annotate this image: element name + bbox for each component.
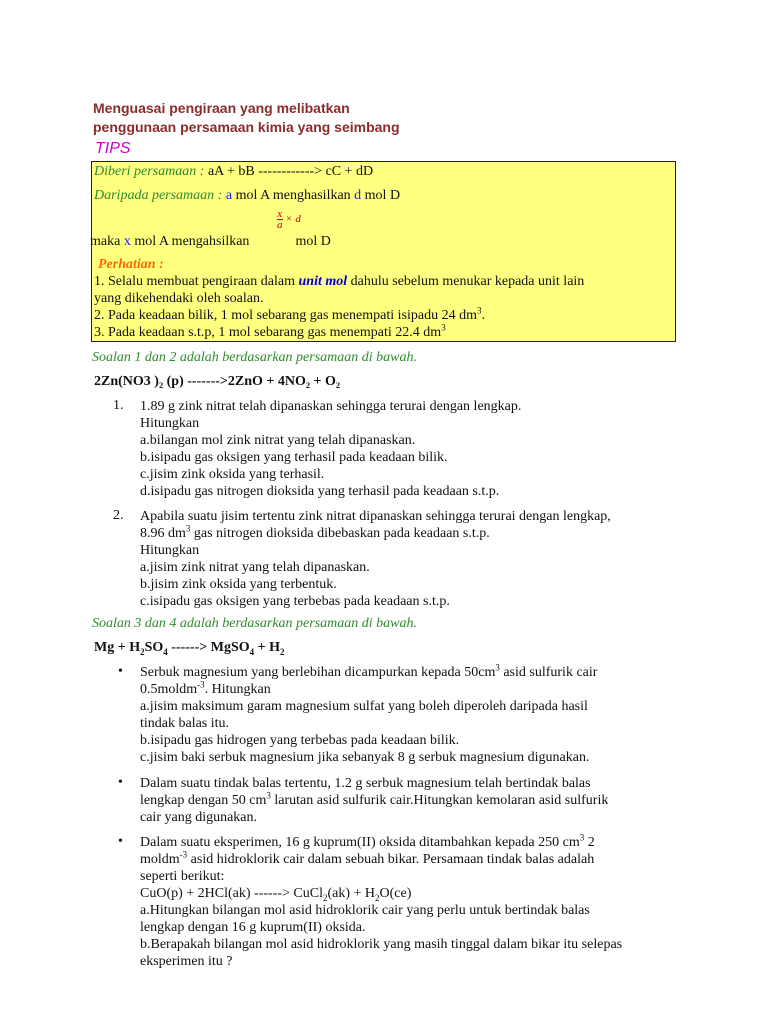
bullet-icon: • — [118, 664, 123, 679]
tips-row-ratio — [94, 188, 400, 204]
question-line: a.jisim maksimum garam magnesium sulfat yang boleh diperoleh daripada hasil — [140, 699, 588, 714]
note-2-sup: 3 — [476, 305, 482, 316]
coef-a: a — [225, 188, 233, 203]
ratio-mid: mol A menghasilkan — [232, 188, 355, 203]
b3-sup: 3 — [579, 832, 585, 843]
coef-d: d — [354, 188, 362, 203]
question-1-text — [140, 398, 685, 500]
b1-text: . Hitungkan — [204, 682, 271, 697]
diberi-label: Diberi persamaan : — [94, 164, 205, 179]
bullet-question-1-text — [140, 664, 685, 766]
question-line: seperti berikut: — [140, 869, 225, 884]
frac-denominator: a — [277, 219, 283, 231]
equation-2 — [94, 640, 285, 656]
b2-text: larutan asid sulfurik cair.Hitungkan kemolaran asid sulfurik — [270, 793, 609, 808]
note-1-end: dahulu sebelum menukar kepada unit lain — [347, 274, 585, 289]
heading-line-2: penggunaan persamaan kimia yang seimbang — [93, 119, 400, 135]
b3-text: asid hidroklorik cair dalam sebuah bikar. Persamaan tindak balas adalah — [187, 852, 595, 867]
question-line: c.isipadu gas oksigen yang terbebas pada keadaan s.t.p. — [140, 594, 450, 609]
question-2-number: 2. — [113, 508, 124, 523]
question-line — [140, 681, 685, 698]
question-line: tindak balas itu. — [140, 716, 230, 731]
bullet-question-3-text — [140, 834, 685, 970]
b3-sup: -3 — [179, 849, 188, 860]
b3-text: moldm — [140, 852, 180, 867]
daripada-label: Daripada persamaan : — [94, 188, 223, 203]
question-line: a.bilangan mol zink nitrat yang telah dipanaskan. — [140, 433, 416, 448]
bullet-icon: • — [118, 834, 123, 849]
question-line — [140, 851, 685, 868]
tips-row-equation — [94, 164, 373, 180]
question-line — [140, 834, 685, 851]
question-line — [140, 664, 685, 681]
tips-box — [91, 161, 676, 342]
question-line: a.Hitungkan bilangan mol asid hidroklorik cair yang perlu untuk bertindak balas — [140, 903, 590, 918]
section-2-note: Soalan 3 dan 4 adalah berdasarkan persamaan di bawah. — [92, 616, 417, 631]
question-line: lengkap dengan 16 g kuprum(II) oksida. — [140, 920, 366, 935]
eq2-sub: 2 — [280, 646, 285, 657]
note-1 — [94, 274, 584, 290]
note-1-start: 1. Selalu membuat pengiraan dalam — [94, 274, 299, 289]
eq2-part: ------> MgSO — [167, 640, 250, 655]
question-line: b.Berapakah bilangan mol asid hidroklorik yang masih tinggal dalam bikar itu selepas — [140, 937, 623, 952]
question-line: Hitungkan — [140, 416, 200, 431]
b2-text: lengkap dengan 50 cm — [140, 793, 267, 808]
question-line: c.jisim zink oksida yang terhasil. — [140, 467, 325, 482]
note-3 — [94, 322, 446, 341]
maka-end: mol D — [295, 234, 331, 249]
question-line: 1.89 g zink nitrat telah dipanaskan sehingga terurai dengan lengkap. — [140, 399, 522, 414]
b3-text: O(ce) — [379, 886, 412, 901]
b3-text: 2 — [584, 835, 595, 850]
question-1-number: 1. — [113, 398, 124, 413]
b1-sup: -3 — [197, 679, 205, 690]
b2-sup: 3 — [266, 790, 271, 801]
eq2-part: + H — [254, 640, 280, 655]
question-line: b.isipadu gas hidrogen yang terbebas pada keadaan bilik. — [140, 733, 460, 748]
b3-text: Dalam suatu eksperimen, 16 g kuprum(II) oksida ditambahkan kepada 250 cm — [140, 835, 580, 850]
question-line: b.isipadu gas oksigen yang terhasil pada keadaan bilik. — [140, 450, 448, 465]
frac-times: × d — [285, 213, 301, 226]
note-2-text: 2. Pada keadaan bilik, 1 mol sebarang gas menempati isipadu 24 dm — [94, 308, 477, 323]
eq2-part: Mg + H — [94, 640, 141, 655]
bullet-icon: • — [118, 775, 123, 790]
question-line: Apabila suatu jisim tertentu zink nitrat dipanaskan sehingga terurai dengan lengkap, — [140, 509, 611, 524]
question-line — [140, 525, 685, 542]
eq2-sub: 4 — [163, 646, 168, 657]
b1-text: Serbuk magnesium yang berlebihan dicampurkan kepada 50cm — [140, 665, 496, 680]
question-line: a.jisim zink nitrat yang telah dipanaskan. — [140, 560, 370, 575]
question-line: cair yang digunakan. — [140, 810, 258, 825]
perhatian-text: Perhatian : — [98, 257, 164, 272]
bullet-question-2-text — [140, 775, 685, 826]
question-line: Hitungkan — [140, 543, 200, 558]
document-heading — [93, 99, 733, 137]
q2-line2-rest: gas nitrogen dioksida dibebaskan pada keadaan s.t.p. — [190, 526, 490, 541]
tips-label: TIPS — [95, 140, 131, 157]
question-line — [140, 885, 685, 902]
eq2-sub: 4 — [249, 646, 255, 657]
eq2-part: SO — [144, 640, 164, 655]
note-2 — [94, 305, 485, 324]
eq2-sub: 2 — [140, 646, 145, 657]
equation-1: 2Zn(NO3 )₂ (p) ------->2ZnO + 4NO₂ + O₂ — [94, 374, 341, 389]
question-line: c.jisim baki serbuk magnesium jika sebanyak 8 g serbuk magnesium digunakan. — [140, 750, 590, 765]
frac-numerator: x — [277, 208, 283, 220]
maka-mid: mol A mengahsilkan — [130, 234, 250, 249]
question-line: d.isipadu gas nitrogen dioksida yang terhasil pada keadaan s.t.p. — [140, 484, 500, 499]
question-line: Dalam suatu tindak balas tertentu, 1.2 g serbuk magnesium telah bertindak balas — [140, 776, 591, 791]
b1-sup: 3 — [495, 662, 500, 673]
maka-text: maka — [90, 234, 124, 249]
q2-sup: 3 — [185, 523, 191, 534]
b1-text: asid sulfurik cair — [499, 665, 598, 680]
section-1-note: Soalan 1 dan 2 adalah berdasarkan persamaan di bawah. — [92, 350, 417, 365]
question-line — [140, 792, 685, 809]
note-2-end: . — [481, 308, 485, 323]
ratio-end: mol D — [361, 188, 401, 203]
general-equation: aA + bB ------------> cC + dD — [204, 164, 374, 179]
question-line: eksperimen itu ? — [140, 954, 233, 969]
perhatian-label — [98, 257, 164, 273]
unit-mol-emphasis: unit mol — [298, 274, 348, 289]
tips-row-maka — [90, 234, 331, 250]
note-3-text: 3. Pada keadaan s.t.p, 1 mol sebarang gas menempati 22.4 dm — [94, 325, 442, 340]
b3-text: CuO(p) + 2HCl(ak) ------> CuCl — [140, 886, 323, 901]
note-1-cont: yang dikehendaki oleh soalan. — [94, 291, 264, 306]
b1-text: 0.5moldm — [140, 682, 198, 697]
q2-volume: 8.96 dm — [140, 526, 186, 541]
fraction-formula — [277, 209, 301, 230]
var-x: x — [123, 234, 131, 249]
question-line: b.jisim zink oksida yang terbentuk. — [140, 577, 337, 592]
heading-line-1: Menguasai pengiraan yang melibatkan — [93, 100, 350, 116]
b3-sub: 2 — [322, 892, 328, 903]
b3-sub: 2 — [375, 892, 380, 903]
note-3-sup: 3 — [441, 322, 446, 333]
b3-text: (ak) + H — [327, 886, 376, 901]
question-2-text — [140, 508, 685, 610]
